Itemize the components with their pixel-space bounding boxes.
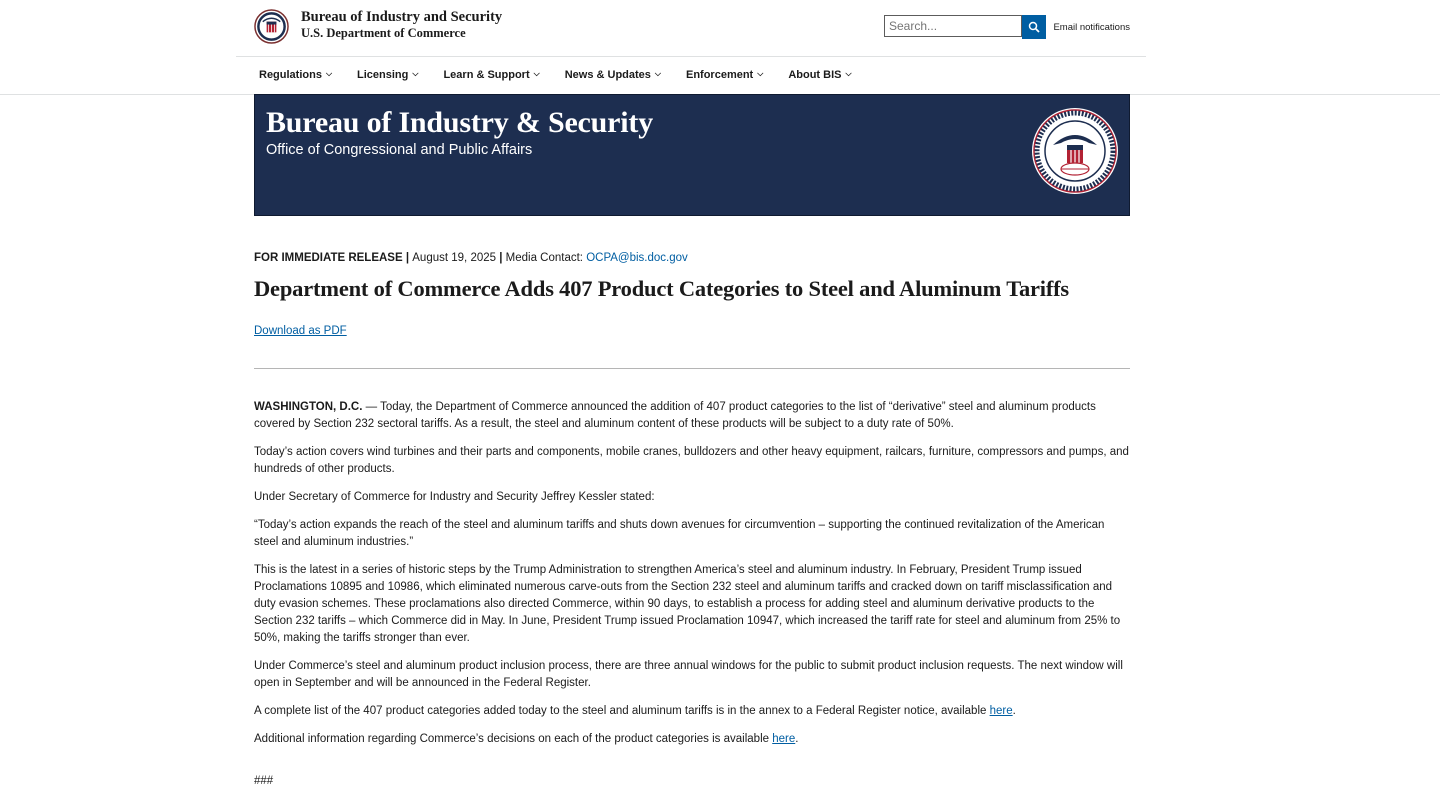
paragraph-text: A complete list of the 407 product categories added today to the steel and aluminum tariffs is in the annex to a Federal Register notice, available: [254, 705, 990, 717]
nav-label: About BIS: [788, 69, 842, 81]
header-divider: [236, 56, 1146, 57]
release-meta: [254, 252, 1130, 264]
dateline: WASHINGTON, D.C.: [254, 401, 363, 413]
bis-seal-logo-icon[interactable]: [254, 9, 289, 44]
paragraph-text: Additional information regarding Commerce’s decisions on each of the product categories is available: [254, 733, 773, 745]
release-label: FOR IMMEDIATE RELEASE: [254, 252, 403, 264]
paragraph: [254, 703, 1130, 720]
nav-label: Enforcement: [685, 69, 754, 81]
meta-separator: |: [402, 252, 413, 264]
nav-label: Learn & Support: [443, 69, 530, 81]
nav-label: News & Updates: [564, 69, 651, 81]
chevron-down-icon: ⌵: [412, 69, 419, 78]
content-divider: [254, 368, 1130, 369]
nav-item-enforcement[interactable]: [686, 69, 763, 81]
chevron-down-icon: ⌵: [533, 69, 540, 78]
nav-item-about-bis[interactable]: [788, 69, 851, 81]
press-banner: [254, 94, 1130, 216]
chevron-down-icon: ⌵: [845, 69, 852, 78]
paragraph: This is the latest in a series of historic steps by the Trump Administration to strengthen America’s steel and aluminum industry. In February, President Trump issued Proclamations 10895 and 10986, which eliminated numerous carve-outs from the Section 232 steel and aluminum tariffs and cracked down on tariff misclassification and duty evasion schemes. These proclamations also directed Commerce, within 90 days, to establish a process for adding steel and aluminum derivative products to the Section 232 tariffs – which Commerce did in May. In June, President Trump issued Proclamation 10947, which increased the tariff rate for steel and aluminum from 25% to 50%, making the tariffs stronger than ever.: [254, 564, 1121, 644]
site-header: [254, 0, 1130, 56]
paragraph: [254, 399, 1130, 433]
search-button[interactable]: [1022, 15, 1046, 39]
decisions-here-link[interactable]: here: [772, 733, 796, 745]
chevron-down-icon: ⌵: [654, 69, 661, 78]
nav-item-learn-support[interactable]: [443, 69, 539, 81]
agency-name[interactable]: [301, 9, 502, 42]
search-icon: [1028, 21, 1040, 33]
paragraph: Under Commerce’s steel and aluminum product inclusion process, there are three annual windows for the public to submit product inclusion requests. The next window will open in September and will be announced in the Federal Register.: [254, 660, 1123, 689]
chevron-down-icon: ⌵: [757, 69, 764, 78]
nav-item-licensing[interactable]: [357, 69, 418, 81]
paragraph-end: .: [795, 733, 799, 745]
chevron-down-icon: ⌵: [325, 69, 333, 78]
agency-line-2: U.S. Department of Commerce: [301, 26, 466, 40]
paragraph-text: — Today, the Department of Commerce announced the addition of 407 product categories to the list of “derivative” steel and aluminum products covered by Section 232 sectoral tariffs. As a result, the steel and aluminum content of these products will be subject to a duty rate of 50%.: [254, 401, 1096, 430]
nav-item-news-updates[interactable]: [565, 69, 661, 81]
paragraph: Today’s action covers wind turbines and their parts and components, mobile cranes, bulldozers and other heavy equipment, railcars, furniture, compressors and pumps, and hundreds of other products.: [254, 446, 1129, 475]
agency-line-1: Bureau of Industry and Security: [301, 9, 503, 25]
page-title: Department of Commerce Adds 407 Product Categories to Steel and Aluminum Tariffs: [254, 276, 1069, 301]
nav-item-regulations[interactable]: [259, 69, 332, 81]
release-date: August 19, 2025: [412, 252, 497, 264]
media-contact-label: Media Contact:: [505, 252, 587, 264]
paragraph-end: .: [1012, 705, 1016, 717]
media-contact-email-link[interactable]: OCPA@bis.doc.gov: [586, 252, 688, 264]
paragraph: [254, 731, 1130, 748]
federal-register-here-link[interactable]: here: [989, 705, 1013, 717]
department-seal-icon: [1031, 107, 1119, 195]
search-form: [884, 15, 1046, 39]
email-notifications-link[interactable]: Email notifications: [1053, 22, 1130, 33]
search-input[interactable]: [884, 15, 1022, 37]
download-pdf-link[interactable]: Download as PDF: [254, 325, 347, 337]
main-nav: [254, 56, 1130, 94]
nav-label: Licensing: [357, 69, 409, 81]
meta-separator: |: [496, 252, 506, 264]
end-mark: ###: [254, 775, 274, 787]
banner-subtitle: Office of Congressional and Public Affairs: [266, 142, 533, 158]
article-body: [254, 399, 1130, 748]
quote-paragraph: “Today’s action expands the reach of the steel and aluminum tariffs and shuts down avenues for circumvention – supporting the continued revitalization of the American steel and aluminum industries.”: [254, 519, 1105, 548]
nav-label: Regulations: [259, 69, 322, 81]
banner-title: Bureau of Industry & Security: [266, 106, 653, 139]
paragraph: Under Secretary of Commerce for Industry and Security Jeffrey Kessler stated:: [254, 491, 655, 503]
